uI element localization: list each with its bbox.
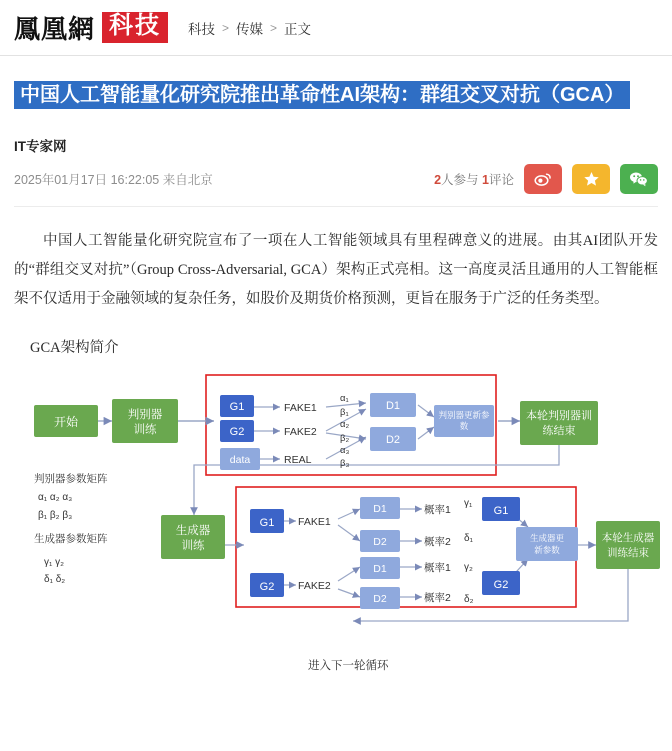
svg-text:训练: 训练 — [133, 424, 157, 436]
node-generator-training — [161, 515, 225, 559]
article-body — [14, 227, 658, 314]
label-disc-matrix-row2: β₁ β₂ β₃ — [38, 510, 73, 521]
breadcrumb-separator-2: > — [270, 20, 278, 35]
svg-text:data: data — [229, 454, 251, 466]
svg-text:练结束: 练结束 — [542, 425, 576, 437]
label-alpha2: α₂ — [340, 419, 350, 430]
svg-text:D1: D1 — [385, 400, 401, 412]
svg-text:D2: D2 — [373, 536, 387, 548]
node-discriminator-round-end — [520, 401, 598, 445]
node-d2-bottom-b — [360, 587, 400, 609]
comments-count: 1 — [482, 173, 489, 187]
meta-right — [434, 164, 658, 194]
page-title-wrap — [0, 56, 672, 113]
svg-text:D2: D2 — [373, 593, 387, 605]
breadcrumb-item-media[interactable]: 传媒 — [236, 21, 264, 37]
node-data — [220, 448, 260, 470]
node-d1-top — [370, 393, 416, 417]
svg-text:D1: D1 — [373, 563, 387, 575]
svg-text:开始: 开始 — [53, 415, 79, 429]
participants-count: 2 — [434, 173, 442, 187]
channel-badge[interactable]: 科技 — [102, 12, 168, 44]
label-alpha3: α₃ — [340, 445, 350, 456]
node-discriminator-update — [434, 405, 494, 437]
svg-text:D2: D2 — [385, 434, 401, 446]
node-g1-bottom — [250, 509, 284, 533]
svg-text:G1: G1 — [493, 505, 509, 517]
svg-text:生成器更: 生成器更 — [529, 533, 565, 543]
node-d1-bottom-a — [360, 497, 400, 519]
label-disc-matrix-title: 判别器参数矩阵 — [34, 473, 108, 485]
article-source[interactable]: IT专家网 — [14, 139, 67, 154]
label-prob1-a: 概率1 — [424, 504, 451, 516]
node-g1-result — [482, 497, 520, 521]
svg-text:本轮判别器训: 本轮判别器训 — [526, 410, 592, 422]
svg-text:G2: G2 — [229, 426, 245, 438]
label-beta3: β₃ — [340, 458, 350, 469]
engagement-counts[interactable] — [434, 170, 514, 188]
node-d1-bottom-b — [360, 557, 400, 579]
gca-architecture-diagram — [8, 369, 664, 674]
label-next-round: 进入下一轮循环 — [308, 660, 389, 672]
node-d2-top — [370, 427, 416, 451]
svg-text:训练结束: 训练结束 — [607, 547, 649, 559]
label-prob1-b: 概率1 — [424, 562, 451, 574]
label-gen-matrix-row1: γ₁ γ₂ — [44, 557, 65, 568]
svg-text:本轮生成器: 本轮生成器 — [601, 532, 655, 544]
node-g2-bottom — [250, 573, 284, 597]
site-header — [0, 0, 672, 56]
node-d2-bottom-a — [360, 530, 400, 552]
label-fake2-top: FAKE2 — [284, 426, 317, 438]
svg-text:判别器: 判别器 — [127, 409, 163, 421]
svg-text:生成器: 生成器 — [175, 525, 211, 537]
label-prob2-b: 概率2 — [424, 592, 451, 604]
svg-text:判别器更新参: 判别器更新参 — [438, 410, 490, 420]
node-generator-update — [516, 527, 578, 561]
breadcrumb-separator-1: > — [222, 20, 230, 35]
label-gamma1: γ₁ — [464, 498, 473, 509]
label-gamma2: γ₂ — [464, 562, 473, 573]
label-prob2-a: 概率2 — [424, 536, 451, 548]
breadcrumb-item-tech[interactable]: 科技 — [188, 21, 216, 37]
comments-label: 评论 — [488, 173, 514, 187]
svg-text:D1: D1 — [373, 503, 387, 515]
wechat-share-icon[interactable] — [620, 164, 658, 194]
weibo-share-icon[interactable] — [524, 164, 562, 194]
node-g2-result — [482, 571, 520, 595]
meta-row — [14, 164, 658, 207]
label-fake1-bottom: FAKE1 — [298, 516, 331, 528]
label-real: REAL — [284, 454, 312, 466]
svg-text:G2: G2 — [493, 579, 509, 591]
label-beta2: β₂ — [340, 433, 350, 444]
article-timestamp: 2025年01月17日 16:22:05 来自北京 — [14, 173, 213, 187]
node-generator-round-end — [596, 521, 660, 569]
article-paragraph-1: 中国人工智能量化研究院宣布了一项在人工智能领域具有里程碑意义的进展。由其AI团队开发的“群组交叉对抗”（Group Cross-Adversarial, GCA）架构正式亮相。这一高度灵活且通用的人工智能框架不仅适用于金融领域的复杂任务，如股价及期货价格预测，更旨在服务于广泛的任务类型。 — [14, 233, 658, 307]
participants-label: 人参与 — [441, 173, 479, 187]
byline — [14, 135, 658, 207]
node-g2-top — [220, 420, 254, 442]
page-title: 中国人工智能量化研究院推出革命性AI架构：群组交叉对抗（GCA） — [14, 81, 630, 109]
breadcrumb-item-article[interactable]: 正文 — [284, 21, 312, 37]
svg-text:数: 数 — [459, 421, 469, 431]
svg-text:训练: 训练 — [181, 540, 205, 552]
node-g1-top — [220, 395, 254, 417]
label-fake1-top: FAKE1 — [284, 402, 317, 414]
label-fake2-bottom: FAKE2 — [298, 580, 331, 592]
label-disc-matrix-row1: α₁ α₂ α₃ — [38, 492, 73, 503]
node-start — [34, 405, 98, 437]
label-gen-matrix-title: 生成器参数矩阵 — [34, 533, 108, 545]
label-delta1: δ₁ — [464, 533, 473, 544]
star-favorite-icon[interactable] — [572, 164, 610, 194]
breadcrumb — [188, 18, 311, 38]
svg-text:新参数: 新参数 — [534, 545, 560, 555]
article-subheading: GCA架构简介 — [30, 340, 119, 356]
label-alpha1: α₁ — [340, 393, 349, 404]
node-discriminator-training — [112, 399, 178, 443]
label-beta1: β₁ — [340, 407, 349, 418]
svg-text:G1: G1 — [229, 401, 245, 413]
site-logo[interactable]: 鳳凰網 — [14, 15, 96, 44]
label-delta2: δ₂ — [464, 594, 474, 605]
label-gen-matrix-row2: δ₁ δ₂ — [44, 574, 66, 585]
svg-text:G1: G1 — [259, 517, 275, 529]
svg-text:G2: G2 — [259, 581, 275, 593]
